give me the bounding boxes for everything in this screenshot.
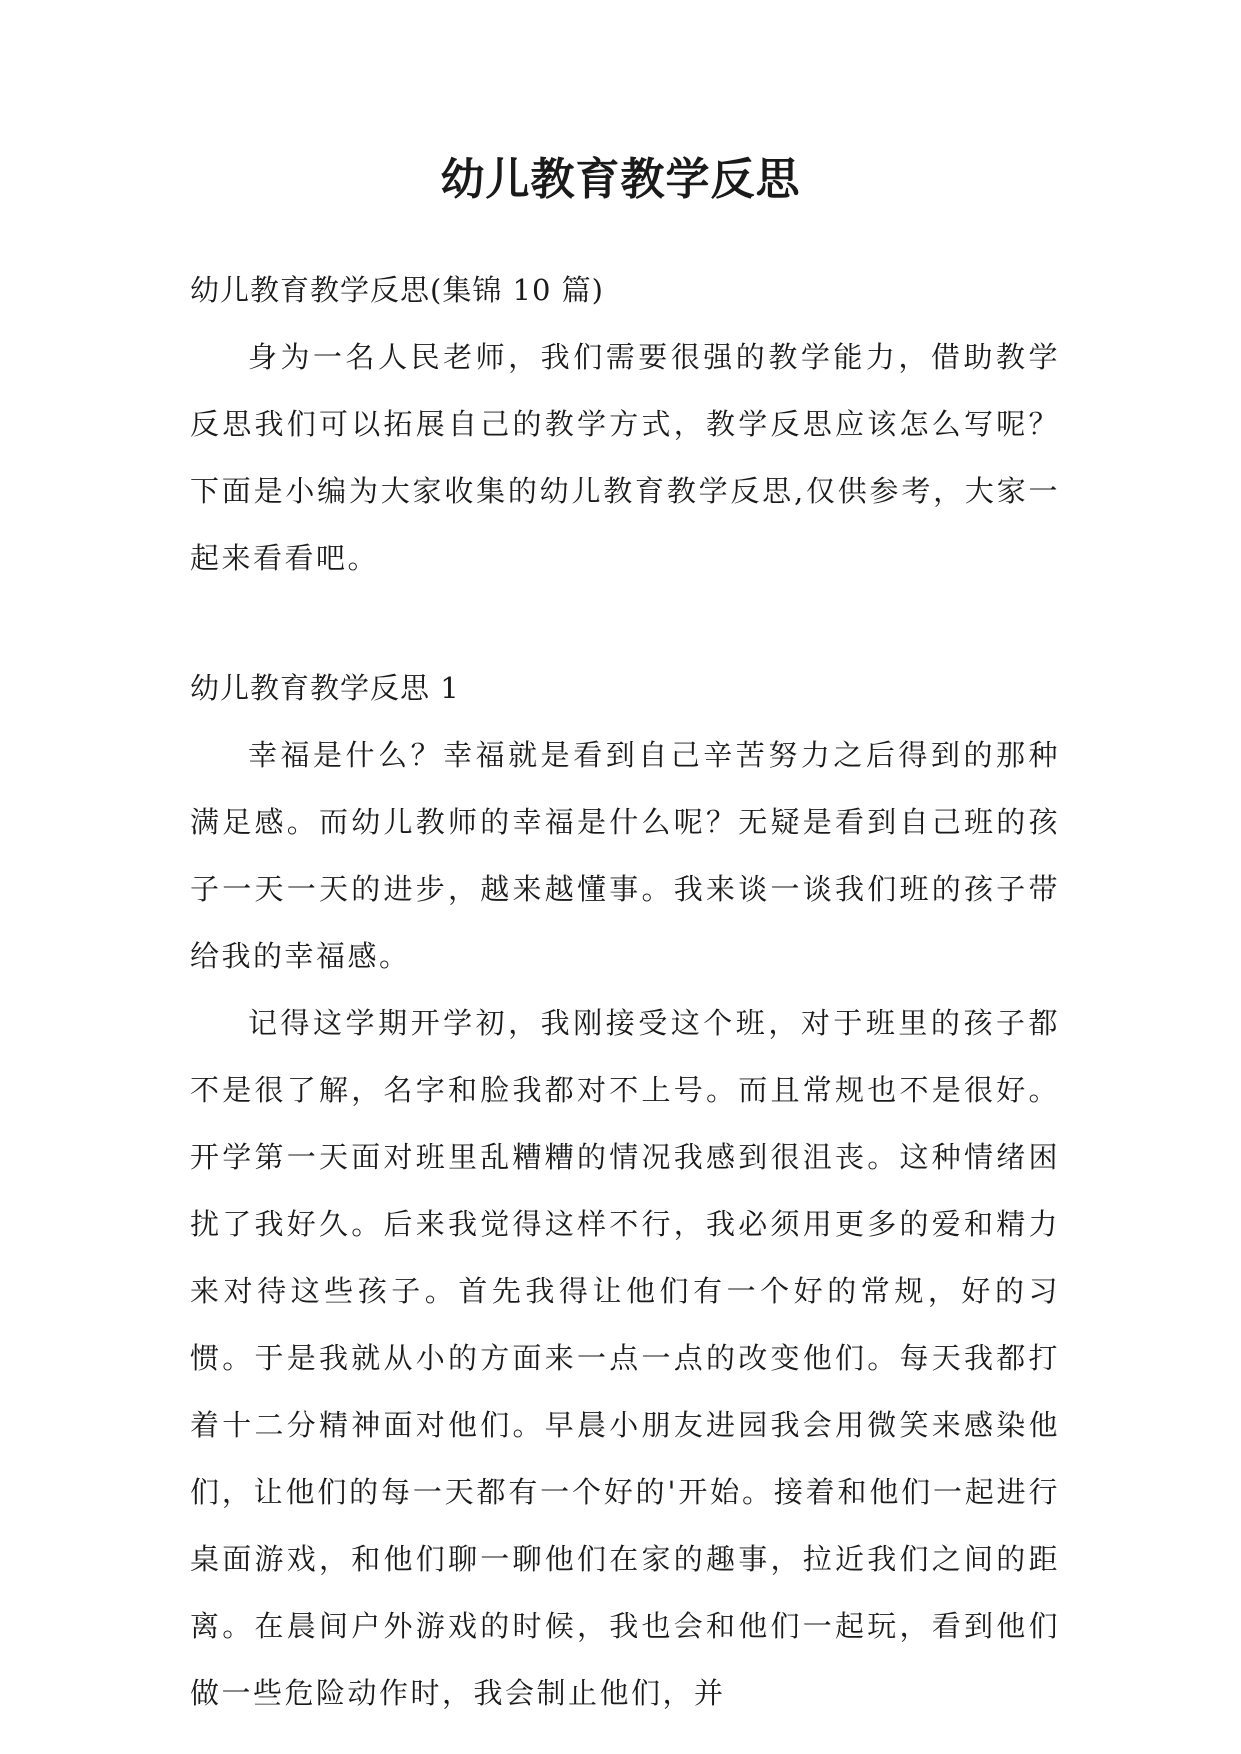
- section-1-paragraph-2: 记得这学期开学初，我刚接受这个班，对于班里的孩子都不是很了解，名字和脸我都对不上号。而且常规也不是很好。开学第一天面对班里乱糟糟的情况我感到很沮丧。这种情绪困扰了我好久。后来我觉得这样不行，我必须用更多的爱和精力来对待这些孩子。首先我得让他们有一个好的常规，好的习惯。于是我就从小的方面来一点一点的改变他们。每天我都打着十二分精神面对他们。早晨小朋友进园我会用微笑来感染他们，让他们的每一天都有一个好的'开始。接着和他们一起进行桌面游戏，和他们聊一聊他们在家的趣事，拉近我们之间的距离。在晨间户外游戏的时候，我也会和他们一起玩，看到他们做一些危险动作时，我会制止他们，并: [190, 1006, 1060, 1710]
- document-title: 幼儿教育教学反思: [440, 154, 801, 205]
- intro-paragraph: 身为一名人民老师，我们需要很强的教学能力，借助教学反思我们可以拓展自己的教学方式，教学反思应该怎么写呢？下面是小编为大家收集的幼儿教育教学反思,仅供参考，大家一起来看看吧。: [190, 340, 1060, 575]
- section-1-heading: 幼儿教育教学反思 1: [190, 671, 460, 705]
- section-1-paragraph-1: 幸福是什么？幸福就是看到自己辛苦努力之后得到的那种满足感。而幼儿教师的幸福是什么呢？无疑是看到自己班的孩子一天一天的进步，越来越懂事。我来谈一谈我们班的孩子带给我的幸福感。: [190, 738, 1060, 973]
- document-body: [190, 257, 1060, 1727]
- intro-heading: 幼儿教育教学反思(集锦 10 篇): [190, 273, 604, 307]
- section-spacer: [190, 592, 1060, 655]
